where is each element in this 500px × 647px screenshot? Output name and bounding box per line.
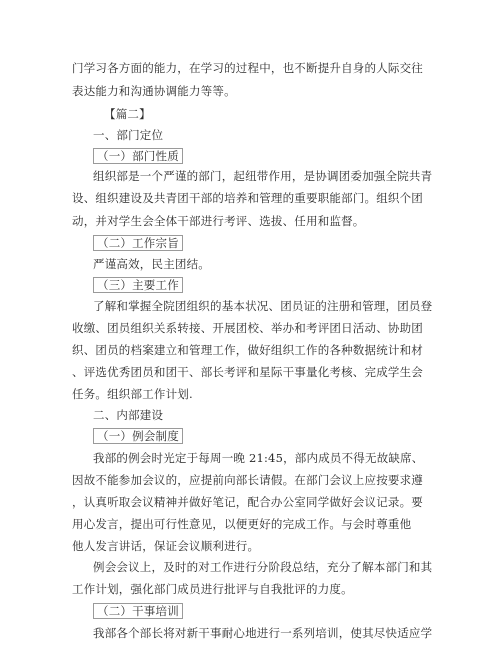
paragraph-line: 设、组织建设及共青团干部的培养和管理的重要职能部门。组织个团 — [72, 191, 423, 205]
paragraph-line: 织、团员的档案建立和管理工作，做好组织工作的各种数据统计和材 — [72, 343, 423, 357]
paragraph-line: 例会会议上，及时的对工作进行分阶段总结，充分了解本部门和其 — [93, 560, 433, 574]
paragraph-line: 工作计划，强化部门成员进行批评与自我批评的力度。 — [72, 582, 353, 596]
subheading-box: （二）干事培训 — [93, 603, 183, 619]
paragraph-line: ，认真听取会议精神并做好笔记，配合办公室同学做好会议记录。要 — [72, 495, 423, 509]
paragraph-line: 他人发言讲话，保证会议顺利进行。 — [72, 539, 260, 553]
paragraph-line: 我部的例会时光定于每周一晚 21:45，部内成员不得无故缺席、 — [93, 451, 424, 465]
paragraph-line: 表达能力和沟通协调能力等等。 — [72, 84, 236, 98]
paragraph-line: 动，并对学生会全体干部进行考评、选拔、任用和监督。 — [72, 214, 365, 228]
paragraph-line: 组织部是一个严谨的部门，起纽带作用，是协调团委加强全院共青 — [93, 169, 433, 183]
paragraph-line: 因故不能参加会议的，应提前向部长请假。在部门会议上应按要求遵 — [72, 473, 423, 487]
paragraph-line: 用心发言，提出可行性意见，以便更好的完成工作。与会时尊重他 — [72, 517, 412, 531]
paragraph-line: 门学习各方面的能力，在学习的过程中，也不断提升自身的人际交往 — [72, 61, 423, 75]
section-title: 【篇二】 — [104, 107, 151, 121]
subheading-box: （一）例会制度 — [93, 428, 183, 444]
paragraph-line: 、评选优秀团员和团干、部长考评和星际干事量化考核、完成学生会 — [72, 365, 423, 379]
paragraph-line: 了解和掌握全院团组织的基本状况、团员证的注册和管理，团员登 — [93, 299, 433, 313]
paragraph-line: 严谨高效，民主团结。 — [93, 257, 210, 271]
paragraph-line: 任务。组织部工作计划. — [72, 387, 193, 401]
subheading-box: （一）部门性质 — [93, 148, 183, 164]
paragraph-line: 收缴、团员组织关系转接、开展团校、举办和考评团日活动、协助团 — [72, 321, 423, 335]
subheading-box: （三）主要工作 — [93, 277, 183, 293]
subheading-box: （二）工作宗旨 — [93, 235, 183, 251]
paragraph-line: 我部各个部长将对新干事耐心地进行一系列培训，使其尽快适应学 — [93, 626, 433, 640]
heading: 二、内部建设 — [93, 408, 164, 422]
heading: 一、部门定位 — [93, 128, 164, 142]
